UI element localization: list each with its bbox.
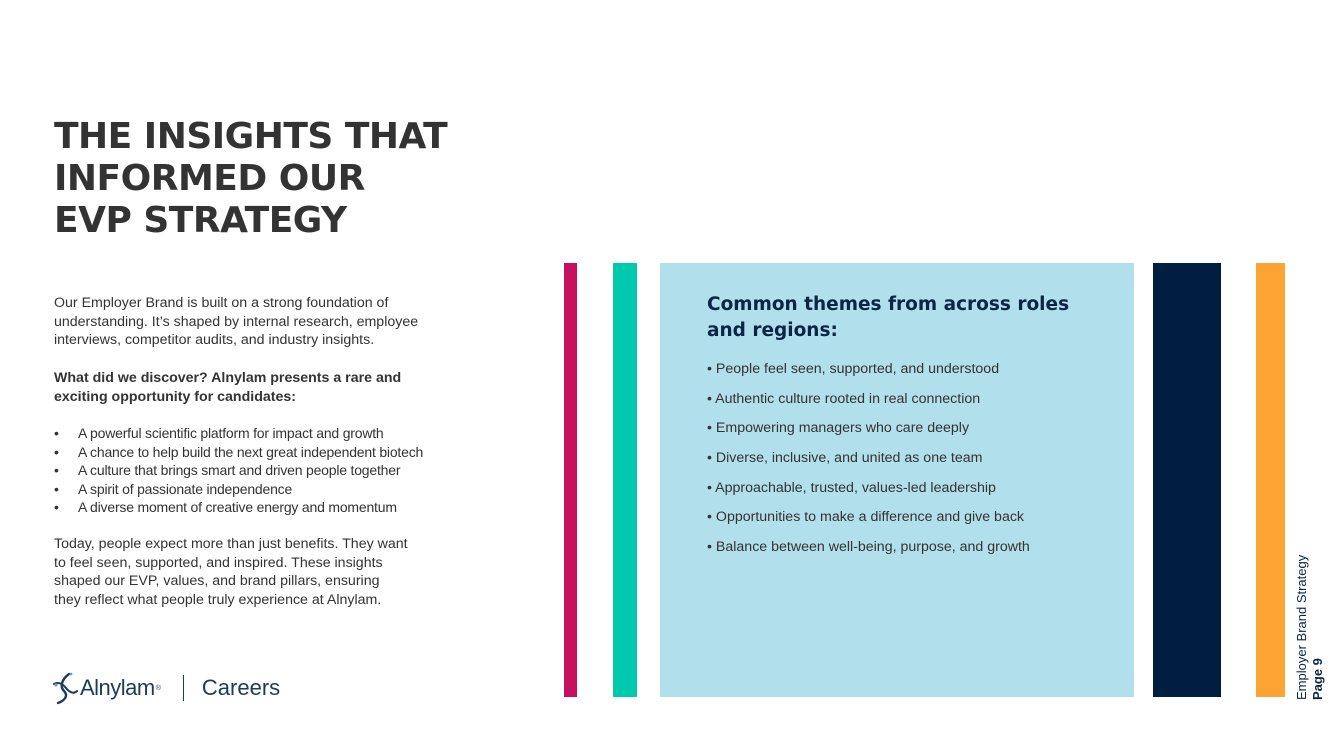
list-item: • Approachable, trusted, values-led leadership [707, 479, 996, 496]
alnylam-careers-logo [52, 670, 280, 706]
list-item: • Empowering managers who care deeply [707, 420, 970, 437]
list-item: • People feel seen, supported, and understood [707, 361, 1000, 377]
logo-section-label: Careers [201, 675, 281, 700]
list-item: • Authentic culture rooted in real connection [707, 390, 981, 407]
panel-title-line: and regions: [707, 320, 838, 341]
document-title: Employer Brand Strategy [1294, 554, 1309, 700]
list-item: • A culture that brings smart and driven people together [54, 461, 434, 480]
page-title [54, 116, 474, 242]
intro-line: interviews, competitor audits, and industry insights. [54, 332, 375, 349]
logo-divider [183, 675, 184, 701]
list-item: • A powerful scientific platform for impact and growth [54, 424, 434, 443]
intro-line: Our Employer Brand is built on a strong foundation of [54, 295, 389, 311]
outro-line: shaped our EVP, values, and brand pillars, ensuring [54, 573, 380, 590]
decor-stripe-magenta [564, 263, 577, 697]
outro-line: Today, people expect more than just benefits. They want [54, 536, 408, 552]
logo-wordmark: Alnylam [80, 675, 155, 700]
themes-list [707, 360, 1030, 568]
list-item: • A chance to help build the next great independent biotech [54, 443, 434, 462]
decor-stripe-teal [613, 263, 637, 697]
logo-trademark: ® [155, 684, 161, 692]
themes-panel [660, 263, 1134, 697]
question-line: exciting opportunity for candidates: [54, 388, 296, 405]
question-line: What did we discover? Alnylam presents a rare and [54, 370, 402, 386]
discovery-question [54, 369, 434, 406]
title-line: THE INSIGHTS THAT [54, 116, 448, 157]
panel-title-line: Common themes from across roles [707, 294, 1070, 315]
intro-line: understanding. It’s shaped by internal research, employee [54, 313, 419, 330]
themes-panel-title [707, 292, 1070, 344]
list-item: • Balance between well-being, purpose, and growth [707, 539, 1030, 556]
outro-paragraph [54, 535, 434, 609]
list-item: • A diverse moment of creative energy and momentum [54, 498, 434, 517]
decor-stripe-orange [1256, 263, 1285, 697]
decor-stripe-navy [1153, 263, 1221, 697]
title-line: INFORMED OUR [54, 158, 365, 199]
outro-line: to feel seen, supported, and inspired. These insights [54, 554, 383, 571]
list-item: • Opportunities to make a difference and give back [707, 509, 1025, 526]
page-footer-label [1294, 555, 1326, 700]
list-item: • Diverse, inclusive, and united as one team [707, 450, 983, 467]
list-item: • A spirit of passionate independence [54, 480, 434, 499]
opportunity-list [54, 424, 434, 517]
outro-line: they reflect what people truly experience at Alnylam. [54, 591, 382, 608]
title-line: EVP STRATEGY [54, 200, 347, 241]
alnylam-helix-icon [52, 671, 78, 705]
page-number: Page 9 [1310, 658, 1325, 700]
intro-paragraph [54, 294, 434, 350]
